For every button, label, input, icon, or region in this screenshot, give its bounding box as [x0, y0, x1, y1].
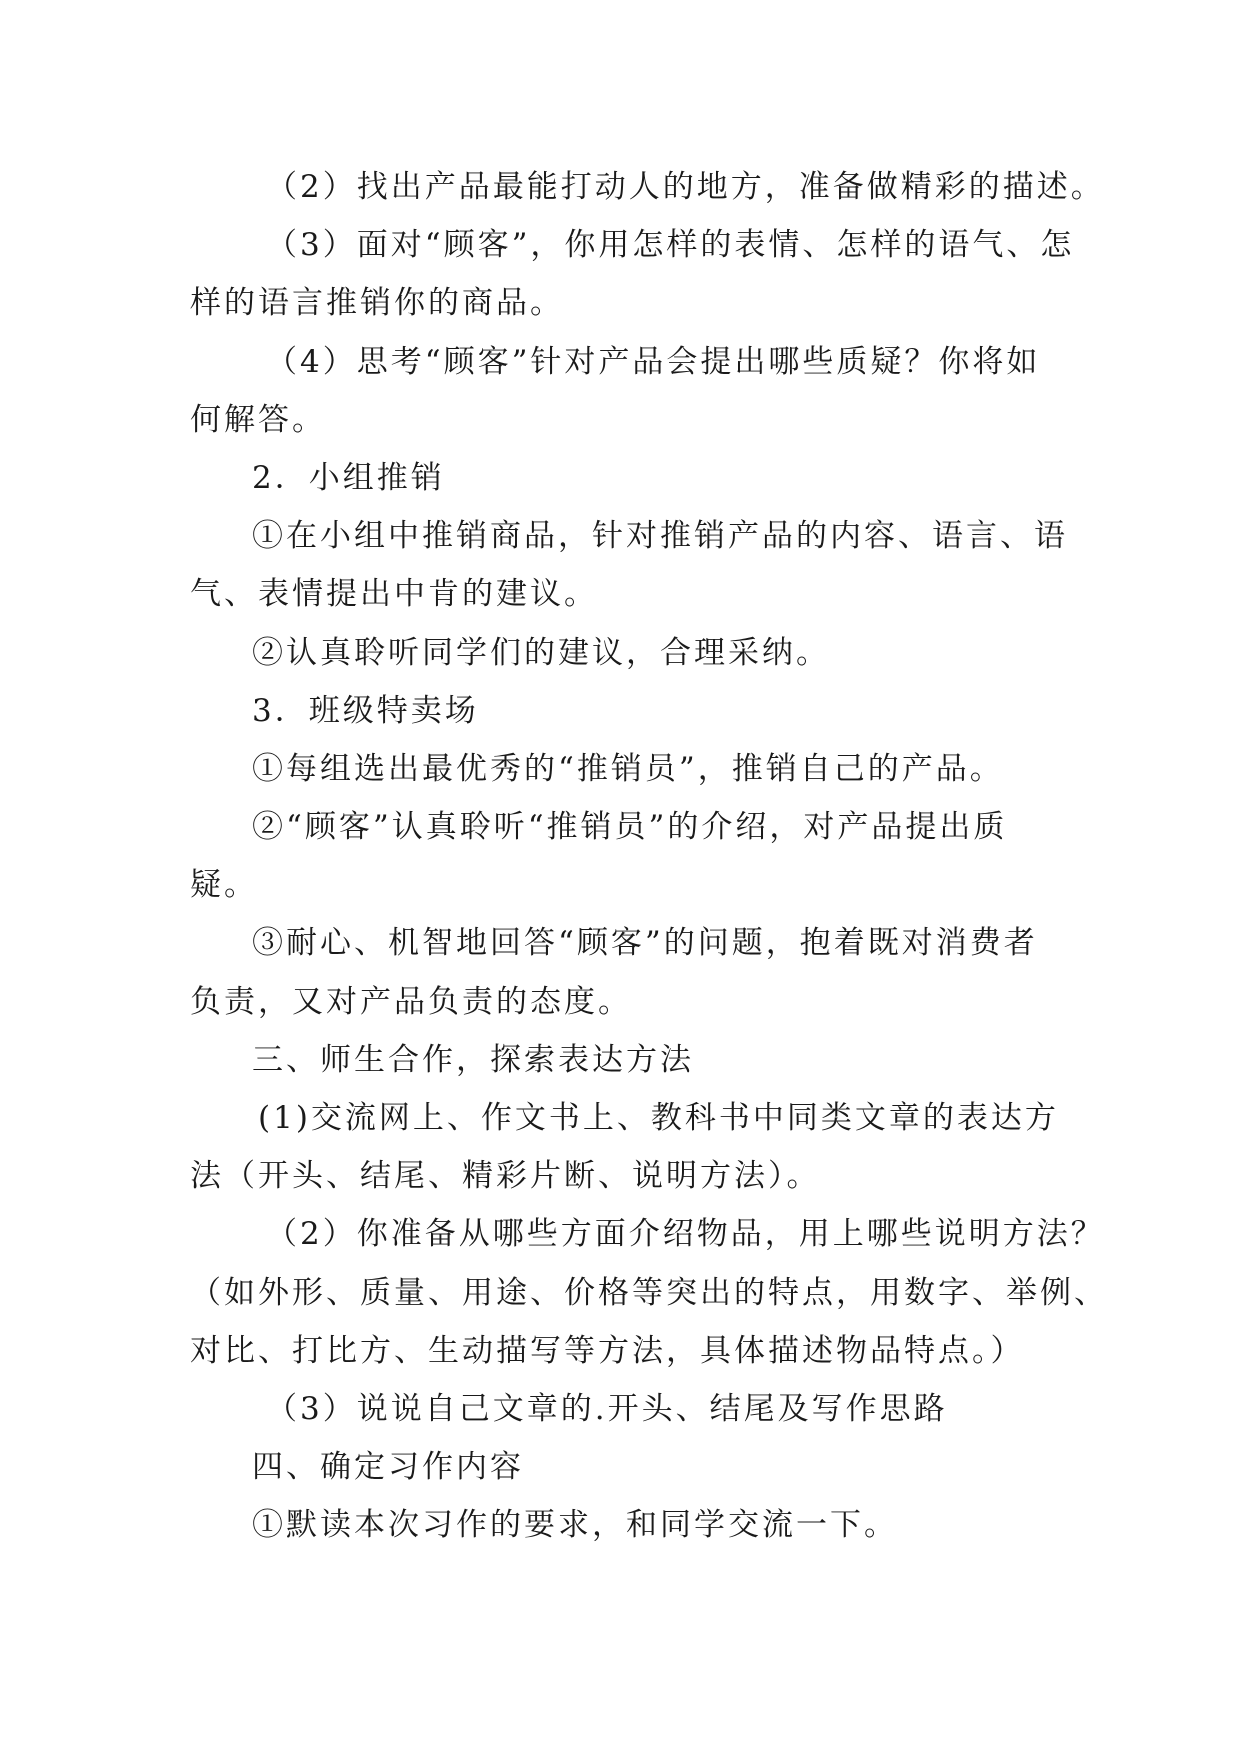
- text-line: 疑。: [190, 867, 258, 904]
- text-line: 何解答。: [190, 401, 326, 438]
- text-line: ①每组选出最优秀的“推销员”，推销自己的产品。: [252, 750, 1004, 787]
- text-line: （3）说说自己文章的.开头、结尾及写作思路: [266, 1390, 948, 1427]
- text-line: 对比、打比方、生动描写等方法，具体描述物品特点。）: [190, 1332, 1025, 1369]
- section-heading: 四、确定习作内容: [252, 1449, 524, 1486]
- text-line: 负责，又对产品负责的态度。: [190, 983, 632, 1020]
- text-line: 法（开头、结尾、精彩片断、说明方法）。: [190, 1158, 821, 1195]
- paragraph: [190, 333, 1052, 449]
- paragraph: [190, 740, 1052, 798]
- text-line: ①默读本次习作的要求，和同学交流一下。: [252, 1507, 898, 1544]
- paragraph: [190, 1031, 1052, 1089]
- text-line: 样的语言推销你的商品。: [190, 285, 564, 322]
- paragraph: [190, 682, 1052, 740]
- paragraph: [190, 507, 1068, 623]
- document-body: [190, 158, 1108, 1555]
- paragraph: [190, 158, 1105, 216]
- text-line: (1)交流网上、作文书上、教科书中同类文章的表达方: [258, 1100, 1059, 1136]
- paragraph: [190, 1380, 1052, 1438]
- paragraph: [190, 1205, 1108, 1380]
- text-line: （如外形、质量、用途、价格等突出的特点，用数字、举例、: [190, 1274, 1108, 1311]
- paragraph: [190, 216, 1075, 332]
- paragraph: [190, 798, 1052, 914]
- text-line: ②认真聆听同学们的建议，合理采纳。: [252, 634, 830, 671]
- text-line: （3）面对“顾客”，你用怎样的表情、怎样的语气、怎: [266, 227, 1075, 264]
- paragraph: [190, 914, 1052, 1030]
- section-heading: 3．班级特卖场: [252, 692, 479, 729]
- text-line: （4）思考“顾客”针对产品会提出哪些质疑？你将如: [266, 343, 1041, 380]
- paragraph: [190, 624, 1052, 682]
- paragraph: [190, 1496, 1052, 1554]
- text-line: ①在小组中推销商品，针对推销产品的内容、语言、语: [252, 518, 1068, 555]
- section-heading: 三、师生合作，探索表达方法: [252, 1041, 694, 1078]
- text-line: ②“顾客”认真聆听“推销员”的介绍，对产品提出质: [252, 809, 1008, 846]
- paragraph: [190, 1089, 1059, 1205]
- text-line: （2）找出产品最能打动人的地方，准备做精彩的描述。: [266, 169, 1105, 205]
- section-heading: 2．小组推销: [252, 459, 445, 496]
- text-line: （2）你准备从哪些方面介绍物品，用上哪些说明方法？: [266, 1216, 1105, 1253]
- paragraph: [190, 1438, 1052, 1496]
- text-line: ③耐心、机智地回答“顾客”的问题，抱着既对消费者: [252, 925, 1038, 962]
- text-line: 气、表情提出中肯的建议。: [190, 576, 598, 613]
- paragraph: [190, 449, 1052, 507]
